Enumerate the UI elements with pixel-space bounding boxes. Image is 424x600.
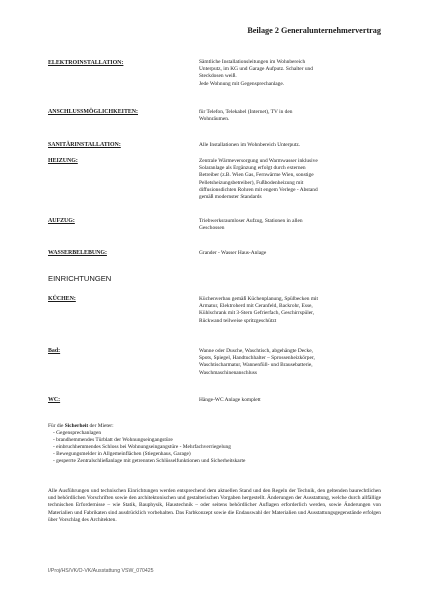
desc-line: Hänge-WC Anlage komplett [199,397,261,403]
desc-line: Alle Installationen im Wohnbereich Unterputz. [199,142,301,148]
safety-block [48,423,378,466]
desc-line: Zentrale Wärmeversorgung und Warmwasser inklusive [199,158,318,164]
desc-line: Wanne oder Dusche, Waschtisch, abgehängte Decke, [199,348,313,354]
desc-line: Betreiber (z.B. Wien Gas, Fernwärme Wien, sonstige [199,172,314,179]
row-label-wasser: WASSERBELEBUNG: [48,250,107,256]
list-item: - Gegensprechanlagen [53,430,378,437]
row-label-heizung: HEIZUNG: [48,158,78,164]
page-header: Beilage 2 Generalunternehmervertrag [247,26,381,35]
row-label-elektro: ELEKTROINSTALLATION: [48,60,124,66]
desc-line: Kühlschrank mit 3-Stern Gefrierfach, Geschirrspüler, [199,310,315,317]
list-item: - Bewegungsmelder in Allgemeinflächen (Stiegenhaus, Garage) [53,451,378,458]
safety-intro-bold: Sicherheit [64,423,89,429]
safety-intro-post: der Mieter: [88,423,114,429]
desc-line: Waschtischarmatur, Wannenfüll- und Brausebatterie, [199,362,313,369]
desc-line: Küchenverbau gemäß Küchenplanung, Spülbecken mit [199,296,319,302]
row-desc-elektro [199,59,381,88]
desc-line: Waschmaschinenanschluss [199,369,257,376]
row-desc-kuechen [199,296,381,325]
desc-line: Rückwand teilweise spritzgeschützt [199,317,277,324]
row-desc-wasser [199,250,381,257]
list-item: - einbruchhemmendes Schloss bei Wohnungseingangstüre - Mehrfachverriegelung [53,444,378,451]
row-label-kuechen: KÜCHEN: [48,296,76,302]
desc-line: Steckdosen weiß. [199,73,237,80]
desc-line: gemäß modernster Standards [199,194,262,201]
section-title: EINRICHTUNGEN [48,274,112,283]
row-label-wc: WC: [48,397,61,403]
desc-line: Unterputz, im KG und Garage Aufputz. Schalter und [199,66,313,73]
desc-line: Spots, Spiegel, Handtuchhalter – Sprossenheizkörper, [199,355,315,362]
row-desc-sanitaer [199,142,381,149]
desc-line: Grander - Wasser Haus-Anlage [199,250,267,256]
desc-line: für Telefon, Telekabel (Internet), TV in den [199,109,293,115]
desc-line: diffusionsdichten Rohren mit engem Verlege - Abstand [199,186,318,193]
list-item: - brandhemmendes Türblatt der Wohnungseingangstüre [53,437,378,444]
row-desc-aufzug [199,218,381,232]
list-item: - gesperrte Zentralschließanlage mit getrennten Schlüsselfunktionen und Sicherheitskarte [53,458,378,465]
desc-line: Wohnräumen. [199,116,230,123]
desc-line: Sämtliche Installationsleitungen im Wohnbereich [199,59,306,65]
safety-list [53,430,378,465]
footer-path: I/Proj/HS/VK/O-VK/Ausstattung VSW_070425 [48,568,154,574]
desc-line: Solaranlage als Ergänzung erfolgt durch externen [199,165,306,172]
desc-line: Geschossen [199,225,225,232]
safety-intro-pre: Für die [48,423,65,429]
row-desc-bad [199,348,381,377]
row-label-aufzug: AUFZUG: [48,218,75,224]
row-desc-wc [199,397,381,404]
desc-line: Triebwerksraumloser Aufzug, Stationen in allen [199,218,303,224]
desc-line: Pelletsheizungsbetreiber), Fußbodenheizung mit [199,179,304,186]
row-label-anschluss: ANSCHLUSSMÖGLICHKEITEN: [48,109,139,115]
row-desc-anschluss [199,109,381,123]
safety-intro [48,423,378,430]
desc-line: Jede Wohnung mit Gegensprechanlage. [199,80,285,87]
desc-line: Armatur, Elektroherd mit Ceranfeld, Backrohr, Esse, [199,303,313,310]
row-label-sanitaer: SANITÄRINSTALLATION: [48,142,121,148]
row-desc-heizung [199,158,381,201]
row-label-bad: Bad: [48,348,61,354]
closing-paragraph: Alle Ausführungen und technischen Einrichtungen werden entsprechend dem aktuellen Stand und den Regeln der Technik, den geltenden baurechtlichen und behördlichen Vorschriften sowie den architektonischen und gestalterischen Vorgaben hergestellt. Änderungen der Ausstattung, welche durch allfällige technischen Erfordernisse – wie Statik, Bauphysik, Haustechnik – oder seitens behördlicher Auflagen erforderlich werden, sowie Änderungen von Materialien und Fabrikaten sind ausdrücklich vorbehalten. Das Farbkonzept sowie die Endauswahl der Materialien und Ausstattungsgegenstände erfolgen über Vorschlag des Architekten. [48,488,381,523]
